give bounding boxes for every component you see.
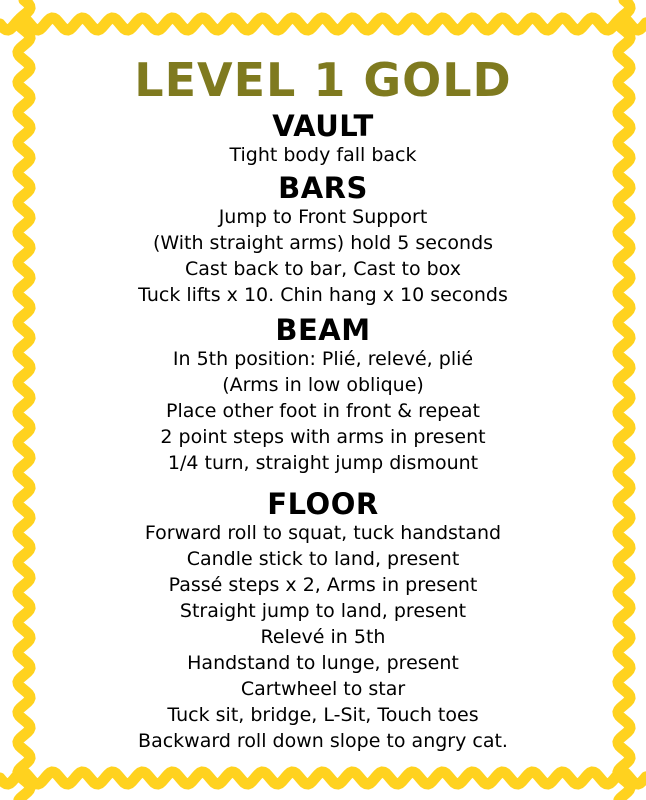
floor-line: Straight jump to land, present (179, 600, 467, 622)
floor-line: Handstand to lunge, present (187, 652, 459, 674)
section-bars (0, 172, 646, 308)
floor-line: Candle stick to land, present (186, 548, 460, 570)
section-heading-bars: BARS (278, 171, 368, 205)
section-heading-vault: VAULT (272, 109, 374, 143)
floor-line: Cartwheel to star (240, 678, 406, 700)
bars-line: Jump to Front Support (218, 206, 428, 228)
floor-line: Passé steps x 2, Arms in present (168, 574, 478, 596)
floor-line: Backward roll down slope to angry cat. (138, 730, 508, 752)
beam-line: 1/4 turn, straight jump dismount (167, 452, 479, 474)
section-heading-beam: BEAM (275, 313, 371, 347)
floor-line: Relevé in 5th (260, 626, 386, 648)
floor-line: Forward roll to squat, tuck handstand (144, 522, 502, 544)
beam-line: In 5th position: Plié, relevé, plié (172, 348, 474, 370)
beam-line: (Arms in low oblique) (222, 374, 424, 396)
bars-line: Cast back to bar, Cast to box (185, 258, 461, 280)
section-floor (0, 488, 646, 754)
floor-line: Tuck sit, bridge, L-Sit, Touch toes (167, 704, 479, 726)
page-title: LEVEL 1 GOLD (134, 53, 512, 107)
bars-line: Tuck lifts x 10. Chin hang x 10 seconds (138, 284, 508, 306)
border-top-wave (0, 18, 646, 30)
section-heading-floor: FLOOR (267, 487, 379, 521)
section-vault (0, 110, 646, 168)
bars-line: (With straight arms) hold 5 seconds (152, 232, 494, 254)
beam-line: 2 point steps with arms in present (160, 426, 486, 448)
beam-line: Place other foot in front & repeat (165, 400, 481, 422)
border-bottom-wave (0, 772, 646, 784)
section-beam (0, 314, 646, 476)
vault-line: Tight body fall back (229, 144, 417, 166)
